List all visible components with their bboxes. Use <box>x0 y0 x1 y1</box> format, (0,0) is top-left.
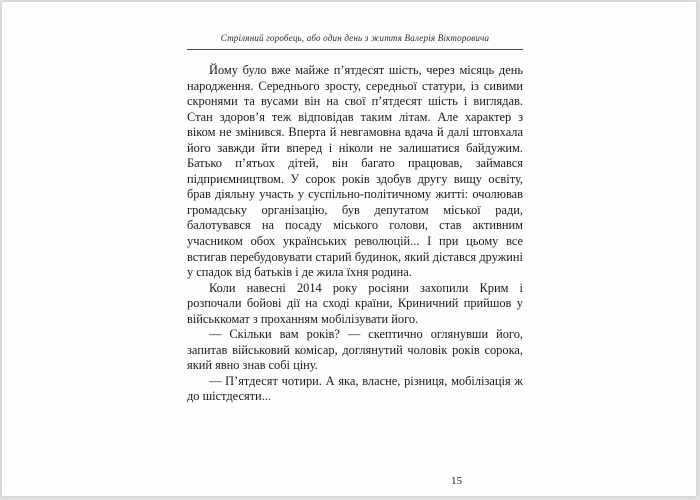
page-number: 15 <box>451 475 462 487</box>
paragraph: Коли навесні 2014 року росіяни захопили Крим і розпочали бойові дії на сході країни, Криничний прийшов у військкомат з проханням мобілізувати його. <box>187 280 523 326</box>
paragraph: Йому було вже майже п’ятдесят шість, через місяць день народження. Середнього зросту, середньої статури, із сивими скронями та вусами він на свої п’ятдесят шість і виглядав. Стан здоров’я теж відповідав таким літам. Але характер з віком не змінився. Вперта й невгамовна вдача й далі штовхала його завжди йти вперед і ніколи не залишатися байдужим. Батько п’ятьох дітей, він багато працював, займався підприємництвом. У сорок років здобув другу вищу освіту, брав діяльну участь у суспільно-політичному житті: очолював громадську організацію, був депутатом міської ради, балотувався на посаду міського голови, став активним учасником обох українських революцій... І при цьому все встигав перебудовувати старий будинок, який дістався дружині у спадок від батьків і де жила їхня родина. <box>187 63 523 280</box>
body-text <box>187 63 523 405</box>
paragraph: — Скільки вам років? — скептично оглянувши його, запитав військовий комісар, доглянутий чоловік років сорока, який явно знав собі ціну. <box>187 327 523 373</box>
page <box>2 2 696 496</box>
running-header: Стріляний горобець, або один день з життя Валерія Вікторовича <box>220 33 490 43</box>
paragraph: — П’ятдесят чотири. А яка, власне, різниця, мобілізація ж до шістдесяти... <box>187 373 523 404</box>
header-rule <box>187 49 523 50</box>
